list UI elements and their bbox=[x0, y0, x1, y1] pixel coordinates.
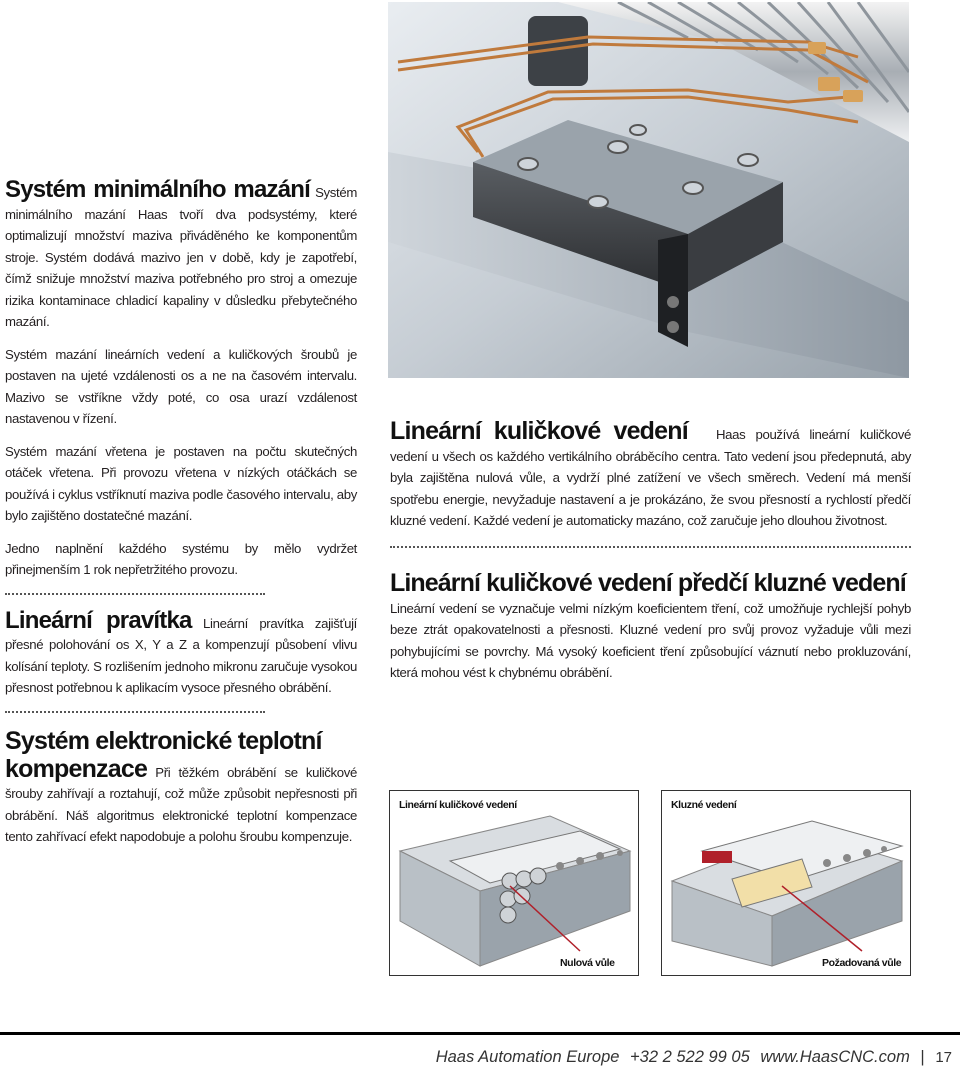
footer-separator: | bbox=[920, 1048, 925, 1066]
minimal-lubrication-intro-text: Systém minimálního mazání Haas tvoří dva podsystémy, které optimalizují množství maziva přiváděného ke komponentům stroje. Systém dodává mazivo jen v době, kdy je zapotřebí, čímž snižuje množství maziva potřebného pro stroj a omezuje rizika kontaminace chladicí kapaliny v důsledku přebytečného mazání. bbox=[5, 185, 357, 329]
sliding-guide-drawing bbox=[662, 791, 910, 975]
section-title-linear-scales: Lineární pravítka bbox=[5, 606, 192, 634]
linear-guide-illustration bbox=[388, 2, 909, 378]
diagram-caption-required-clearance: Požadovaná vůle bbox=[822, 957, 902, 969]
ball-vs-sliding-text: Lineární vedení se vyznačuje velmi nízkým koeficientem tření, což umožňuje rychlejší pohyb beze ztrát opakovatelnosti a přesnosti. Kluzné vedení pro svůj provoz vyžaduje vůli mezi pohybujícími se povrchy. Má vysoký koeficient tření způsobující váznutí nebo prokluzování, která mohou vést k chybnému obrábění. bbox=[390, 600, 911, 680]
section-title-minimal-lubrication: Systém minimálního mazání bbox=[5, 176, 310, 203]
footer-phone: +32 2 522 99 05 bbox=[630, 1048, 750, 1066]
footer-website-link[interactable]: www.HaasCNC.com bbox=[760, 1048, 910, 1066]
page-number: 17 bbox=[935, 1049, 952, 1066]
page-footer bbox=[436, 1048, 952, 1067]
linear-guide-photo bbox=[388, 2, 909, 378]
linear-ball-guide-section bbox=[390, 418, 911, 532]
ball-guide-drawing bbox=[390, 791, 638, 975]
left-column bbox=[5, 178, 357, 848]
footer-company: Haas Automation Europe bbox=[435, 1048, 620, 1066]
diagram-label-sliding-guide: Kluzné vedení bbox=[671, 799, 737, 811]
section-title-ball-vs-sliding: Lineární kuličkové vedení předčí kluzné vedení bbox=[390, 568, 906, 597]
diagram-label-linear-ball-guide: Lineární kuličkové vedení bbox=[399, 799, 517, 811]
linear-scales-text: Lineární pravítka zajišťují přesné polohování os X, Y a Z a kompenzují působení vlivu kolísání teploty. S rozlišením jednoho mikronu zaručuje vysokou přesnost potřebnou k aplikacím vysoce přesného obrábění. bbox=[5, 615, 357, 695]
linear-ball-guide-text: Haas používá lineární kuličkové vedení u všech os každého vertikálního obráběcího centra. Tato vedení jsou předepnutá, aby byla zajištěna nulová vůle, a vydrží plné zatížení ve všech směrech. Vedení má menší spotřebu energie, nevyžaduje nastavení a je prokázáno, že svou přesností a rychlostí předčí kluzné vedení. Každé vedení je automaticky mazáno, což zaručuje jeho dlouhou životnost. bbox=[390, 427, 911, 528]
section-title-linear-ball-guide: Lineární kuličkové vedení bbox=[390, 417, 688, 445]
linear-scales-section bbox=[5, 606, 357, 699]
paragraph-spindle-lubrication: Systém mazání vřetena je postaven na počtu skutečných otáček vřetena. Při provozu vřetena v nízkých otáčkách se používá i cyklus vstříknutí maziva podle časového intervalu, aby bylo zajištěno dostatečné mazání. bbox=[5, 443, 357, 523]
section-title-thermal-compensation-line2: kompenzace bbox=[5, 754, 148, 783]
thermal-compensation-section bbox=[5, 756, 357, 848]
right-column bbox=[390, 418, 911, 684]
diagram-caption-zero-backlash: Nulová vůle bbox=[560, 957, 615, 969]
dotted-divider bbox=[390, 546, 911, 548]
footer-rule bbox=[0, 1032, 960, 1035]
dotted-divider bbox=[5, 593, 265, 595]
thermal-compensation-text: Při těžkém obrábění se kuličkové šrouby zahřívají a roztahují, což může způsobit nepřesnosti při obrábění. Náš algoritmus elektronické teplotní kompenzace tento zahřívací efekt napodobuje a polohu šroubu kompenzuje. bbox=[5, 764, 357, 844]
section-title-thermal-compensation: Systém elektronické teplotní bbox=[5, 726, 322, 755]
minimal-lubrication-section bbox=[5, 178, 357, 333]
dotted-divider bbox=[5, 711, 265, 713]
diagram-linear-ball-guide bbox=[389, 790, 639, 976]
paragraph-fill-duration: Jedno naplnění každého systému by mělo vydržet přinejmenším 1 rok nepřetržitého provozu. bbox=[5, 540, 357, 577]
paragraph-axis-lubrication: Systém mazání lineárních vedení a kuličkových šroubů je postaven na ujeté vzdálenosti os a ne na časovém intervalu. Mazivo se vstříkne vždy poté, co osa urazí vzdálenost nastavenou v řízení. bbox=[5, 346, 357, 426]
diagram-sliding-guide bbox=[661, 790, 911, 976]
